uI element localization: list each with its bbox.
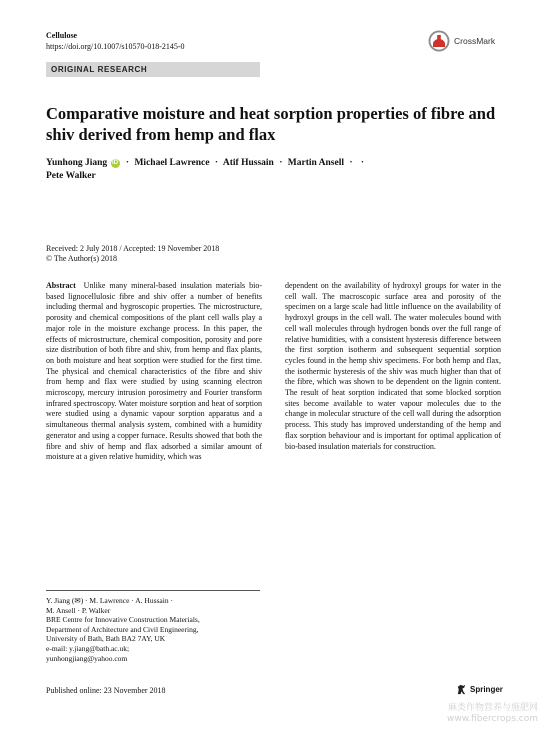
abstract-text-right: dependent on the availability of hydroxyl groups for water in the cell wall. The macroscopic surface area and porosity of the specimen on a large scale had little influence on the availability of hydroxyl groups in the cell wall. The water molecules bound with cell wall molecules through hydrogen bonds over the full range of relative humidities, with a consistent hysteresis difference between the first sorption isotherm and subsequent sequential sorption cycles found in the hemp shiv specimens. For both hemp and flax, the isothermic hysteresis of the shiv was much higher than that of the fibre, which was shown to be dependent on the lignin content. The result of heat sorption indicated that some blocked sorption sites become available to water vapour molecules due to the change in molecular structure of the cell wall during the adsorption process. This study has improved understanding of the hemp and flax sorption behaviour and is important for optimal application of bio-based insulation materials for construction. <box>285 281 501 451</box>
abstract-column-right <box>285 281 501 452</box>
affiliation-line: BRE Centre for Innovative Construction Materials, <box>46 615 200 625</box>
copyright-notice: © The Author(s) 2018 <box>46 254 118 263</box>
crossmark-label: CrossMark <box>454 36 496 46</box>
abstract-column-left <box>46 281 262 463</box>
affiliation-line: M. Ansell · P. Walker <box>46 605 111 615</box>
affiliation-email[interactable]: e-mail: y.jiang@bath.ac.uk; <box>46 643 130 653</box>
springer-logo <box>456 684 503 695</box>
affiliation-line: Y. Jiang (✉) · M. Lawrence · A. Hussain · <box>46 596 173 605</box>
springer-label: Springer <box>470 685 503 694</box>
abstract-text-left: Unlike many mineral-based insulation materials bio-based lignocellulosic fibre and shiv offer a number of benefits including thermal and hygroscopic properties. The microstructure, porosity and chemical compositions of the plant cell walls play a major role in the moisture exchange process. In this paper, the effects of microstructure, chemical composition, porosity and pore size distribution of both fibre and shiv, from hemp and flax plants, on both moisture and heat sorption were studied for the first time. The physical and chemical characteristics of the fibre and shiv from hemp and flax were studied by using scanning electron microscopy, mercury intrusion porosimetry and Fourier transform infrared spectroscopy. Water moisture sorption and heat of sorption were studied using a dynamic vapour sorption apparatus and a simultaneous thermal analysis system, combined with a humidity generator and using a copper furnace. Results showed that both the fibre and shiv of hemp and flax adsorbed a similar amount of moisture at a given relative humidity, which was <box>46 281 263 462</box>
watermark <box>398 703 538 725</box>
crossmark-icon <box>428 30 450 52</box>
article-title: Comparative moisture and heat sorption properties of fibre and shiv derived from hemp and flax <box>46 104 496 144</box>
publication-dates <box>46 244 219 264</box>
footnote-divider <box>46 590 260 591</box>
author-separator: · <box>279 158 283 168</box>
affiliation-line: Department of Architecture and Civil Engineering, <box>46 624 199 634</box>
author-affiliation <box>46 596 266 663</box>
orcid-icon[interactable]: iD <box>112 160 119 166</box>
received-accepted-dates: Received: 2 July 2018 / Accepted: 19 November 2018 <box>46 244 220 253</box>
author-name[interactable]: Martin Ansell <box>287 158 344 168</box>
author-separator: · <box>360 158 365 168</box>
watermark-url: www.fibercrops.com <box>447 714 538 724</box>
watermark-line: 麻类作物营养与施肥网 <box>447 703 538 713</box>
affiliation-line: University of Bath, Bath BA2 7AY, UK <box>46 634 166 644</box>
author-separator: · <box>125 158 130 168</box>
author-list <box>46 157 376 183</box>
abstract-label: Abstract <box>46 281 76 290</box>
author-separator: · <box>349 158 353 168</box>
author-last[interactable]: Pete Walker <box>46 171 96 181</box>
published-online-date: Published online: 23 November 2018 <box>46 686 166 695</box>
author-separator: · <box>214 158 219 168</box>
author-name[interactable]: Michael Lawrence <box>134 158 210 168</box>
journal-name: Cellulose <box>46 31 78 40</box>
springer-horse-icon <box>456 684 467 695</box>
affiliation-email[interactable]: yunhongjiang@yahoo.com <box>46 653 128 663</box>
crossmark-badge[interactable] <box>428 28 518 54</box>
author-name[interactable]: Atif Hussain <box>222 158 274 168</box>
doi-link[interactable]: https://doi.org/10.1007/s10570-018-2145-0 <box>46 42 185 51</box>
section-label: ORIGINAL RESEARCH <box>46 62 260 77</box>
author-first[interactable]: Yunhong Jiang <box>46 158 108 168</box>
